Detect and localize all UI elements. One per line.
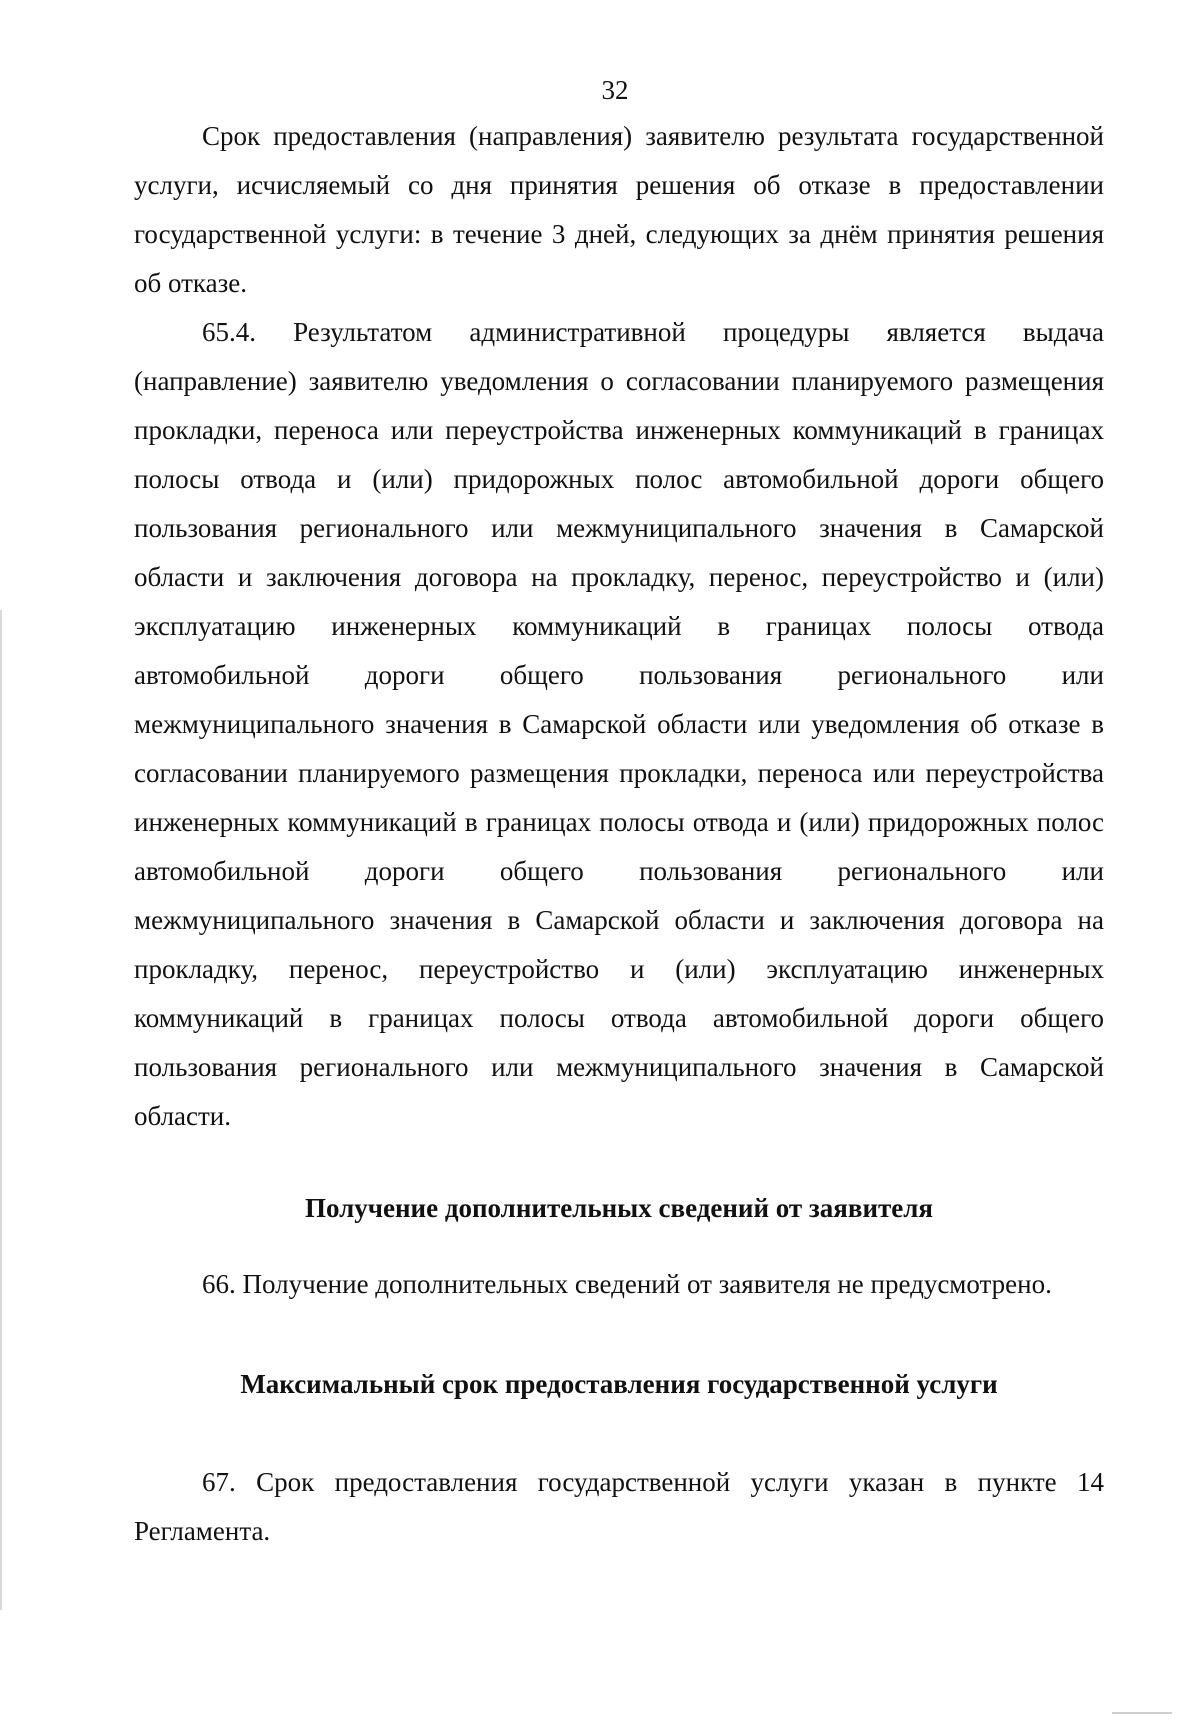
- scan-footer-rule: [1112, 1712, 1172, 1714]
- paragraph-result-deadline: Срок предоставления (направления) заявителю результата государственной услуги, исчисляемый со дня принятия решения об отказе в предоставлении государственной услуги: в течение 3 дней, следующих за днём принятия решения об отказе.: [134, 121, 1104, 298]
- section-heading-max-term: Максимальный срок предоставления государственной услуги: [240, 1369, 998, 1399]
- page-number: 32: [601, 75, 629, 105]
- paragraph-66: 66. Получение дополнительных сведений от заявителя не предусмотрено.: [202, 1269, 1052, 1299]
- scan-edge-line: [0, 610, 2, 1610]
- section-heading-additional-info: Получение дополнительных сведений от заявителя: [304, 1193, 934, 1223]
- paragraph-65-4: 65.4. Результатом административной процедуры является выдача (направление) заявителю уведомления о согласовании планируемого размещения прокладки, переноса или переустройства инженерных коммуникаций в границах полосы отвода и (или) придорожных полос автомобильной дороги общего пользования регионального или межмуниципального значения в Самарской области и заключения договора на прокладку, перенос, переустройство и (или) эксплуатацию инженерных коммуникаций в границах полосы отвода автомобильной дороги общего пользования регионального или межмуниципального значения в Самарской области или уведомления об отказе в согласовании планируемого размещения прокладки, переноса или переустройства инженерных коммуникаций в границах полосы отвода и (или) придорожных полос автомобильной дороги общего пользования регионального или межмуниципального значения в Самарской области и заключения договора на прокладку, перенос, переустройство и (или) эксплуатацию инженерных коммуникаций в границах полосы отвода автомобильной дороги общего пользования регионального или межмуниципального значения в Самарской области.: [134, 317, 1104, 1131]
- paragraph-67: 67. Срок предоставления государственной услуги указан в пункте 14 Регламента.: [134, 1467, 1104, 1546]
